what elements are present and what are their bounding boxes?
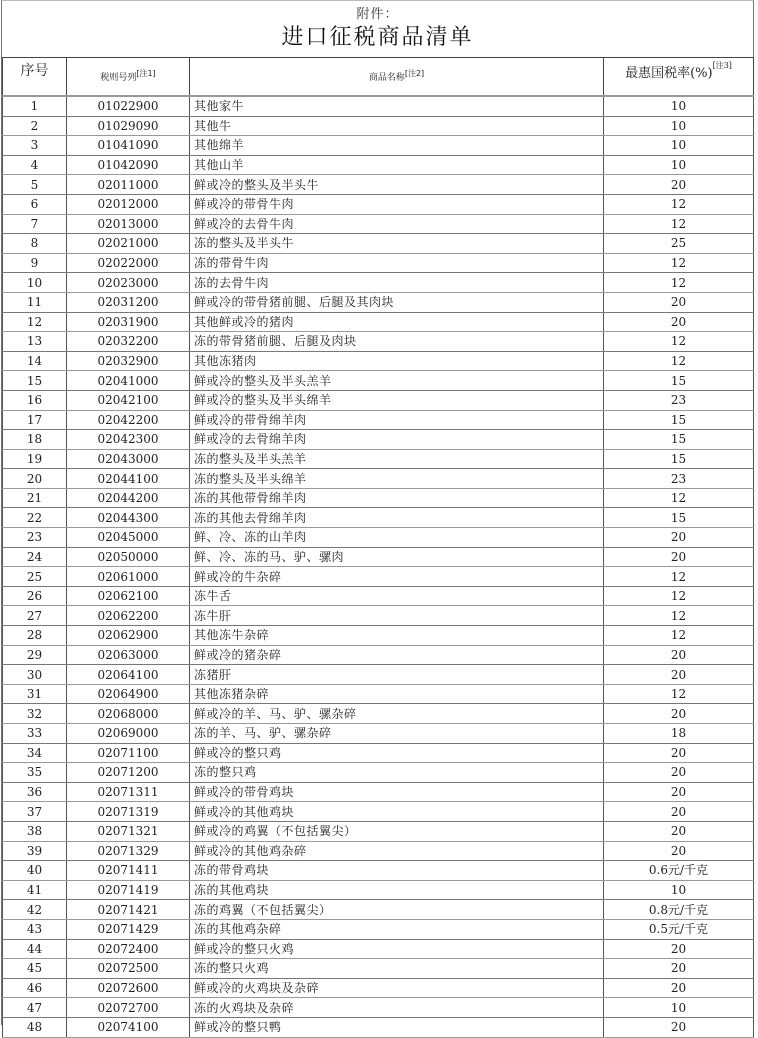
row-product-name: 冻的整头及半头绵羊 [190, 469, 604, 489]
header-rate-note: [注3] [712, 61, 732, 70]
row-seq: 45 [3, 959, 67, 979]
header-code-note: [注1] [136, 69, 156, 78]
header-code-label: 税则号列 [100, 73, 137, 83]
row-seq: 1 [3, 96, 67, 116]
row-product-name: 冻的其他去骨绵羊肉 [190, 508, 604, 528]
row-tariff-code: 02045000 [67, 528, 190, 548]
table-row [3, 724, 754, 744]
table-row [3, 665, 754, 685]
row-tariff-code: 01042090 [67, 155, 190, 175]
row-seq: 7 [3, 214, 67, 234]
table-row [3, 371, 754, 391]
row-seq: 27 [3, 606, 67, 626]
row-tariff-code: 02011000 [67, 175, 190, 195]
table-row [3, 606, 754, 626]
row-tariff-code: 02071200 [67, 763, 190, 783]
row-seq: 35 [3, 763, 67, 783]
row-tariff-code: 02071419 [67, 880, 190, 900]
table-row [3, 312, 754, 332]
table-row [3, 175, 754, 195]
row-seq: 40 [3, 861, 67, 881]
table-row [3, 332, 754, 352]
row-seq: 14 [3, 351, 67, 371]
row-seq: 39 [3, 841, 67, 861]
row-product-name: 冻的火鸡块及杂碎 [190, 998, 604, 1018]
table-header-row [3, 58, 754, 97]
row-seq: 15 [3, 371, 67, 391]
row-tariff-code: 02064900 [67, 684, 190, 704]
row-tariff-code: 02071429 [67, 919, 190, 939]
row-product-name: 鲜或冷的火鸡块及杂碎 [190, 978, 604, 998]
row-tariff-code: 02072700 [67, 998, 190, 1018]
header-code [67, 58, 190, 97]
row-tariff-code: 01022900 [67, 96, 190, 116]
row-product-name: 其他牛 [190, 116, 604, 136]
row-mfn-rate: 20 [604, 743, 754, 763]
row-product-name: 鲜或冷的带骨牛肉 [190, 194, 604, 214]
row-product-name: 冻的带骨鸡块 [190, 861, 604, 881]
table-row [3, 782, 754, 802]
table-row [3, 136, 754, 156]
row-seq: 16 [3, 390, 67, 410]
row-mfn-rate: 12 [604, 567, 754, 587]
table-row [3, 626, 754, 646]
header-seq [3, 58, 67, 97]
row-tariff-code: 02044300 [67, 508, 190, 528]
row-product-name: 鲜、冷、冻的马、驴、骡肉 [190, 547, 604, 567]
row-tariff-code: 02042100 [67, 390, 190, 410]
row-mfn-rate: 12 [604, 586, 754, 606]
row-product-name: 鲜或冷的去骨牛肉 [190, 214, 604, 234]
table-row [3, 861, 754, 881]
row-product-name: 冻的羊、马、驴、骡杂碎 [190, 724, 604, 744]
row-product-name: 冻的带骨牛肉 [190, 253, 604, 273]
row-product-name: 鲜或冷的猪杂碎 [190, 645, 604, 665]
table-row [3, 821, 754, 841]
row-seq: 44 [3, 939, 67, 959]
row-mfn-rate: 20 [604, 959, 754, 979]
row-product-name: 鲜或冷的其他鸡块 [190, 802, 604, 822]
table-row [3, 194, 754, 214]
row-tariff-code: 02061000 [67, 567, 190, 587]
row-tariff-code: 02032200 [67, 332, 190, 352]
row-seq: 24 [3, 547, 67, 567]
row-mfn-rate: 12 [604, 253, 754, 273]
table-row [3, 253, 754, 273]
row-tariff-code: 02013000 [67, 214, 190, 234]
row-mfn-rate: 10 [604, 880, 754, 900]
document-page [1, 0, 754, 1035]
table-row [3, 802, 754, 822]
row-mfn-rate: 15 [604, 371, 754, 391]
table-row [3, 978, 754, 998]
row-tariff-code: 02043000 [67, 449, 190, 469]
row-product-name: 冻的带骨猪前腿、后腿及肉块 [190, 332, 604, 352]
table-row [3, 351, 754, 371]
row-mfn-rate: 12 [604, 351, 754, 371]
row-tariff-code: 02032900 [67, 351, 190, 371]
row-seq: 28 [3, 626, 67, 646]
row-product-name: 其他家牛 [190, 96, 604, 116]
row-tariff-code: 02023000 [67, 273, 190, 293]
row-mfn-rate: 10 [604, 96, 754, 116]
row-seq: 19 [3, 449, 67, 469]
row-mfn-rate: 23 [604, 469, 754, 489]
table-body [3, 96, 754, 1037]
row-product-name: 鲜或冷的整头及半头绵羊 [190, 390, 604, 410]
table-row [3, 763, 754, 783]
attachment-label: 附件： [356, 7, 399, 22]
row-tariff-code: 02071329 [67, 841, 190, 861]
table-row [3, 508, 754, 528]
table-row [3, 273, 754, 293]
row-seq: 8 [3, 234, 67, 254]
table-row [3, 449, 754, 469]
row-mfn-rate: 20 [604, 175, 754, 195]
row-mfn-rate: 20 [604, 763, 754, 783]
row-seq: 42 [3, 900, 67, 920]
table-row [3, 645, 754, 665]
row-seq: 9 [3, 253, 67, 273]
header-rate [604, 58, 754, 97]
row-mfn-rate: 12 [604, 684, 754, 704]
tariff-table [2, 57, 754, 1038]
row-product-name: 鲜或冷的整只鸭 [190, 1017, 604, 1037]
row-product-name: 冻牛舌 [190, 586, 604, 606]
row-mfn-rate: 20 [604, 312, 754, 332]
row-tariff-code: 02062100 [67, 586, 190, 606]
row-tariff-code: 02069000 [67, 724, 190, 744]
row-tariff-code: 02071319 [67, 802, 190, 822]
row-seq: 22 [3, 508, 67, 528]
row-product-name: 鲜或冷的牛杂碎 [190, 567, 604, 587]
row-product-name: 鲜或冷的带骨猪前腿、后腿及其肉块 [190, 292, 604, 312]
row-tariff-code: 02072500 [67, 959, 190, 979]
row-seq: 6 [3, 194, 67, 214]
header-name [190, 58, 604, 97]
row-mfn-rate: 20 [604, 939, 754, 959]
row-seq: 33 [3, 724, 67, 744]
row-tariff-code: 02071321 [67, 821, 190, 841]
row-product-name: 冻的整只火鸡 [190, 959, 604, 979]
row-mfn-rate: 23 [604, 390, 754, 410]
row-mfn-rate: 12 [604, 606, 754, 626]
table-row [3, 430, 754, 450]
row-mfn-rate: 15 [604, 410, 754, 430]
row-mfn-rate: 25 [604, 234, 754, 254]
table-row [3, 214, 754, 234]
table-row [3, 528, 754, 548]
row-tariff-code: 02042200 [67, 410, 190, 430]
row-product-name: 冻牛肝 [190, 606, 604, 626]
table-row [3, 488, 754, 508]
table-row [3, 841, 754, 861]
row-product-name: 鲜或冷的整只火鸡 [190, 939, 604, 959]
row-mfn-rate: 20 [604, 528, 754, 548]
table-row [3, 684, 754, 704]
row-tariff-code: 02044100 [67, 469, 190, 489]
row-tariff-code: 02072400 [67, 939, 190, 959]
row-seq: 20 [3, 469, 67, 489]
row-tariff-code: 02071411 [67, 861, 190, 881]
table-row [3, 1017, 754, 1037]
row-seq: 36 [3, 782, 67, 802]
header-rate-label: 最惠国税率(%) [625, 66, 713, 81]
row-product-name: 其他冻猪肉 [190, 351, 604, 371]
row-seq: 43 [3, 919, 67, 939]
row-tariff-code: 02062200 [67, 606, 190, 626]
row-mfn-rate: 20 [604, 704, 754, 724]
table-row [3, 900, 754, 920]
row-product-name: 其他冻牛杂碎 [190, 626, 604, 646]
row-product-name: 冻的整只鸡 [190, 763, 604, 783]
row-product-name: 冻的其他鸡杂碎 [190, 919, 604, 939]
row-product-name: 鲜或冷的羊、马、驴、骡杂碎 [190, 704, 604, 724]
row-mfn-rate: 12 [604, 332, 754, 352]
row-seq: 32 [3, 704, 67, 724]
row-tariff-code: 02021000 [67, 234, 190, 254]
table-row [3, 234, 754, 254]
row-product-name: 冻的整头及半头牛 [190, 234, 604, 254]
row-product-name: 其他冻猪杂碎 [190, 684, 604, 704]
row-product-name: 其他鲜或冷的猪肉 [190, 312, 604, 332]
row-product-name: 冻猪肝 [190, 665, 604, 685]
page-title: 进口征税商品清单 [281, 25, 474, 50]
row-tariff-code: 02041000 [67, 371, 190, 391]
row-seq: 31 [3, 684, 67, 704]
row-seq: 2 [3, 116, 67, 136]
row-mfn-rate: 15 [604, 449, 754, 469]
row-mfn-rate: 20 [604, 547, 754, 567]
row-mfn-rate: 18 [604, 724, 754, 744]
row-seq: 47 [3, 998, 67, 1018]
row-seq: 30 [3, 665, 67, 685]
row-seq: 13 [3, 332, 67, 352]
row-tariff-code: 02022000 [67, 253, 190, 273]
row-seq: 23 [3, 528, 67, 548]
row-mfn-rate: 0.5元/千克 [604, 919, 754, 939]
row-seq: 21 [3, 488, 67, 508]
row-seq: 29 [3, 645, 67, 665]
row-product-name: 冻的整头及半头羔羊 [190, 449, 604, 469]
row-seq: 10 [3, 273, 67, 293]
table-row [3, 410, 754, 430]
row-product-name: 鲜或冷的整头及半头牛 [190, 175, 604, 195]
row-product-name: 鲜或冷的其他鸡杂碎 [190, 841, 604, 861]
row-mfn-rate: 10 [604, 116, 754, 136]
row-tariff-code: 01029090 [67, 116, 190, 136]
row-mfn-rate: 20 [604, 978, 754, 998]
row-mfn-rate: 20 [604, 1017, 754, 1037]
table-row [3, 469, 754, 489]
table-row [3, 959, 754, 979]
row-product-name: 其他绵羊 [190, 136, 604, 156]
row-product-name: 鲜或冷的带骨绵羊肉 [190, 410, 604, 430]
row-tariff-code: 02050000 [67, 547, 190, 567]
row-mfn-rate: 12 [604, 273, 754, 293]
row-mfn-rate: 20 [604, 821, 754, 841]
row-mfn-rate: 0.6元/千克 [604, 861, 754, 881]
row-mfn-rate: 20 [604, 645, 754, 665]
row-tariff-code: 01041090 [67, 136, 190, 156]
table-row [3, 155, 754, 175]
row-tariff-code: 02071100 [67, 743, 190, 763]
row-mfn-rate: 12 [604, 194, 754, 214]
row-seq: 18 [3, 430, 67, 450]
row-mfn-rate: 20 [604, 292, 754, 312]
row-product-name: 鲜或冷的整只鸡 [190, 743, 604, 763]
row-product-name: 冻的其他鸡块 [190, 880, 604, 900]
table-row [3, 96, 754, 116]
row-mfn-rate: 12 [604, 214, 754, 234]
row-tariff-code: 02031900 [67, 312, 190, 332]
table-row [3, 292, 754, 312]
row-mfn-rate: 10 [604, 998, 754, 1018]
row-mfn-rate: 12 [604, 626, 754, 646]
row-seq: 48 [3, 1017, 67, 1037]
table-row [3, 919, 754, 939]
row-product-name: 其他山羊 [190, 155, 604, 175]
row-seq: 37 [3, 802, 67, 822]
row-product-name: 冻的去骨牛肉 [190, 273, 604, 293]
table-row [3, 939, 754, 959]
row-tariff-code: 02071311 [67, 782, 190, 802]
row-tariff-code: 02044200 [67, 488, 190, 508]
table-row [3, 567, 754, 587]
row-seq: 5 [3, 175, 67, 195]
row-seq: 41 [3, 880, 67, 900]
row-tariff-code: 02074100 [67, 1017, 190, 1037]
table-row [3, 547, 754, 567]
row-tariff-code: 02031200 [67, 292, 190, 312]
row-mfn-rate: 20 [604, 782, 754, 802]
row-tariff-code: 02071421 [67, 900, 190, 920]
row-product-name: 鲜或冷的鸡翼（不包括翼尖） [190, 821, 604, 841]
row-tariff-code: 02042300 [67, 430, 190, 450]
row-product-name: 冻的其他带骨绵羊肉 [190, 488, 604, 508]
header-name-label: 商品名称 [368, 73, 405, 83]
row-tariff-code: 02064100 [67, 665, 190, 685]
table-row [3, 743, 754, 763]
row-mfn-rate: 20 [604, 665, 754, 685]
table-row [3, 880, 754, 900]
header-seq-label: 序号 [20, 63, 49, 79]
row-mfn-rate: 10 [604, 155, 754, 175]
table-row [3, 586, 754, 606]
row-product-name: 鲜或冷的整头及半头羔羊 [190, 371, 604, 391]
row-product-name: 鲜、冷、冻的山羊肉 [190, 528, 604, 548]
row-mfn-rate: 15 [604, 508, 754, 528]
row-product-name: 冻的鸡翼（不包括翼尖） [190, 900, 604, 920]
table-row [3, 390, 754, 410]
row-product-name: 鲜或冷的带骨鸡块 [190, 782, 604, 802]
table-row [3, 704, 754, 724]
row-seq: 25 [3, 567, 67, 587]
row-seq: 34 [3, 743, 67, 763]
row-seq: 26 [3, 586, 67, 606]
row-product-name: 鲜或冷的去骨绵羊肉 [190, 430, 604, 450]
table-row [3, 998, 754, 1018]
row-seq: 12 [3, 312, 67, 332]
row-mfn-rate: 0.8元/千克 [604, 900, 754, 920]
row-mfn-rate: 10 [604, 136, 754, 156]
row-mfn-rate: 20 [604, 802, 754, 822]
row-seq: 3 [3, 136, 67, 156]
row-seq: 46 [3, 978, 67, 998]
row-seq: 17 [3, 410, 67, 430]
row-tariff-code: 02062900 [67, 626, 190, 646]
row-mfn-rate: 20 [604, 841, 754, 861]
header-name-note: [注2] [404, 69, 425, 78]
row-seq: 38 [3, 821, 67, 841]
row-mfn-rate: 12 [604, 488, 754, 508]
row-seq: 11 [3, 292, 67, 312]
table-row [3, 116, 754, 136]
row-mfn-rate: 15 [604, 430, 754, 450]
row-tariff-code: 02068000 [67, 704, 190, 724]
row-tariff-code: 02063000 [67, 645, 190, 665]
row-seq: 4 [3, 155, 67, 175]
row-tariff-code: 02072600 [67, 978, 190, 998]
row-tariff-code: 02012000 [67, 194, 190, 214]
